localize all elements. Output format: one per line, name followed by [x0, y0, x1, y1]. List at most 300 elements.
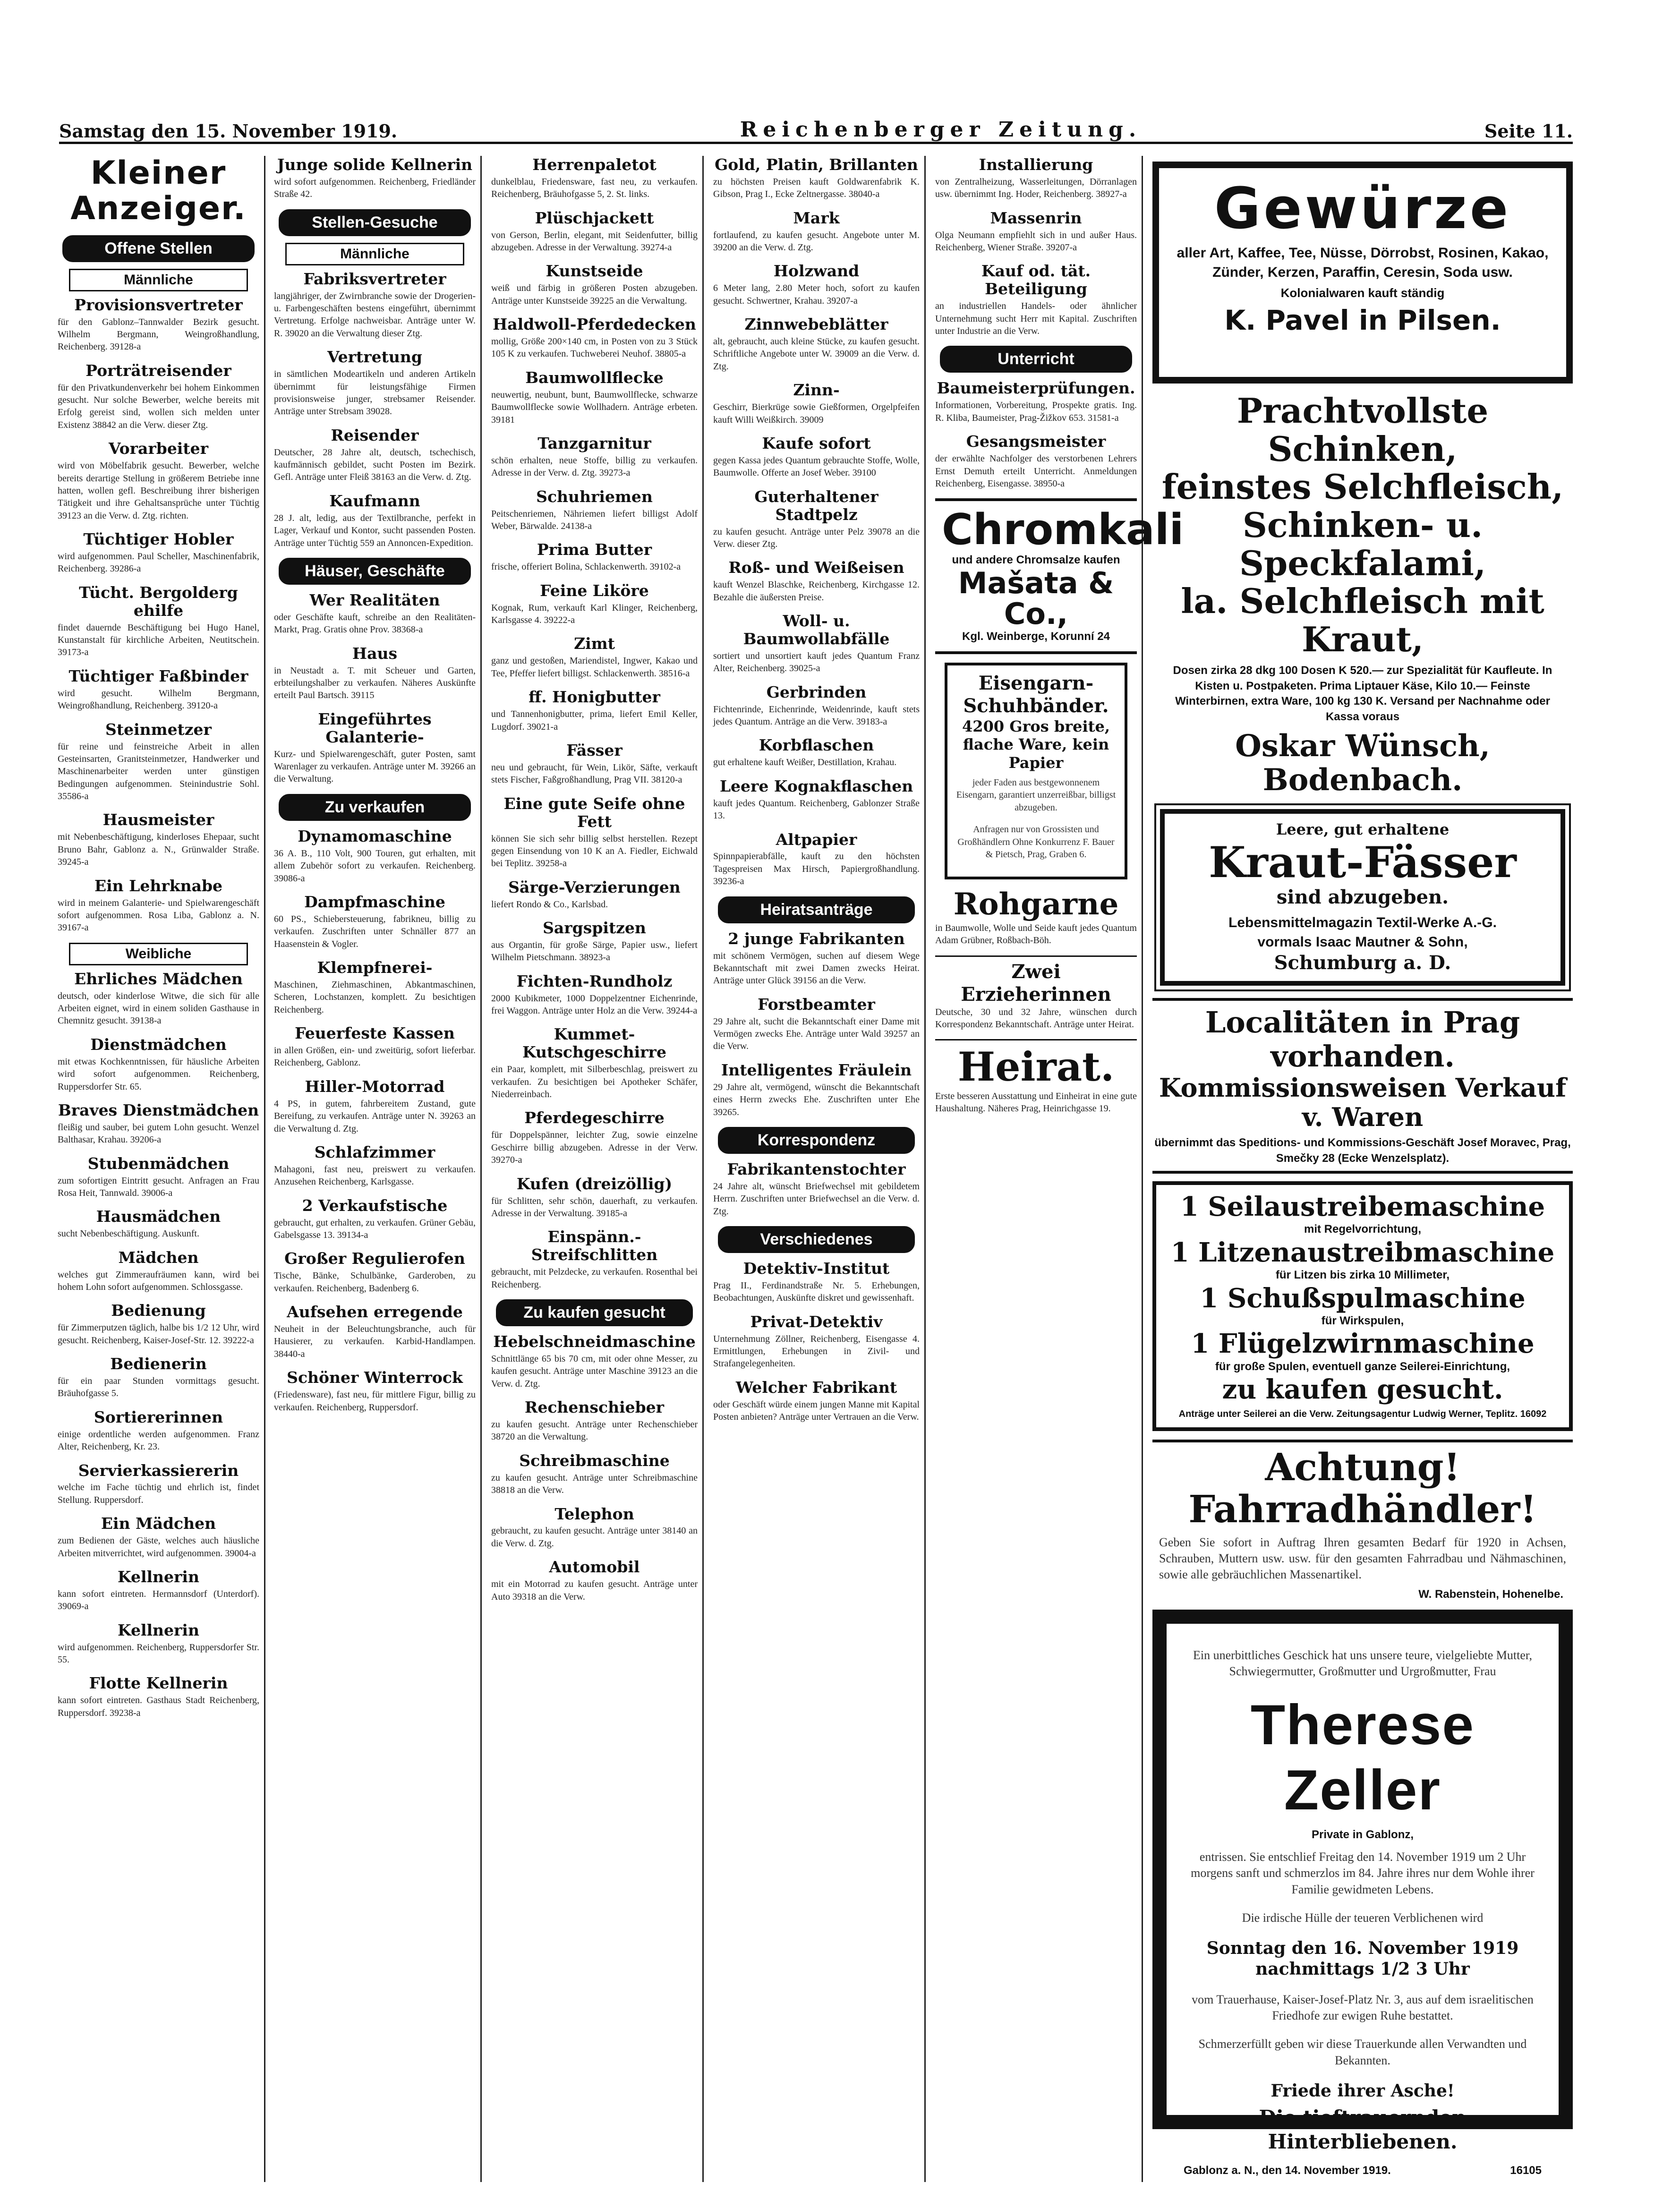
ad-body: gut erhaltene kauft Weißer, Destillation, Krahau. [713, 757, 897, 768]
classified-ad [713, 315, 920, 373]
rohgarne-body: in Baumwolle, Wolle und Seide kauft jedes Quantum Adam Grübner, Roßbach-Böh. [935, 922, 1137, 946]
ad-body: 29 Jahre alt, sucht die Bekanntschaft einer Dame mit Vermögen zwecks Ehe. Anträge unter Wald 39257 an die Verw. [713, 1016, 920, 1052]
ad-title: Automobil [549, 1558, 640, 1577]
ads-list [491, 156, 698, 1603]
ad-body: zu kaufen gesucht. Anträge unter Schreibmaschine 38818 an die Verw. [491, 1472, 698, 1496]
ad-body: neuwertig, neubunt, bunt, Baumwollflecke, schwarze Baumwollflecke sowie Wollhadern. Anträge erbeten. 39181 [491, 389, 698, 425]
ad-body: gebraucht, zu kaufen gesucht. Anträge unter 38140 an die Verw. d. Ztg. [491, 1526, 698, 1549]
classified-ad [713, 381, 920, 426]
classified-ad [491, 972, 698, 1017]
classified-ad [58, 296, 259, 353]
issue-date: Samstag den 15. November 1919. [59, 120, 398, 142]
chromkali-title: Chromkali [942, 505, 1184, 555]
ad-title: Hebelschneidmaschine [493, 1332, 696, 1351]
classified-ad [491, 315, 698, 360]
classified-ad [491, 435, 698, 479]
section-header: Korrespondenz [718, 1127, 915, 1154]
section-unterricht: Unterricht [940, 346, 1132, 373]
ad-title: Klempfnerei- [317, 958, 433, 977]
ad-body: für reine und feinstreiche Arbeit in allen Gesteinsarten, Granitsteinmetzer, Handwerker und Maschinenarbeiter werden unter günstigen Bedingungen aufgenommen. Steinindustrie Sohl. 35586-a [58, 741, 259, 802]
column-1 [53, 156, 265, 2182]
rohgarne-title: Rohgarne [953, 887, 1119, 922]
classified-ad [274, 959, 476, 1016]
ad-title: Mädchen [118, 1248, 199, 1267]
eisengarn-title: Eisengarn-Schuhbänder. [963, 672, 1109, 717]
page-number: Seite 11. [1484, 120, 1573, 142]
heirat-ad [935, 1044, 1137, 1115]
ad-body: 60 PS., Schiebersteuerung, fabrikneu, billig zu verkaufen. Zuschriften unter Schnäller 877 an Haasenstein & Vogler. [274, 913, 476, 949]
classified-ad [58, 877, 259, 934]
section-header: Zu kaufen gesucht [496, 1299, 693, 1326]
ad-title: Bedienerin [110, 1355, 207, 1373]
ad-title: Tüchtiger Hobler [83, 530, 234, 549]
ad-body: in Neustadt a. T. mit Scheuer und Garten, erbteilungshalber zu verkaufen. Näheres Auskünfte erteilt Paul Bartsch. 39115 [274, 665, 476, 701]
ad-body: welches gut Zimmeraufräumen kann, wird bei hohem Lohn sofort aufgenommen. Schlossgasse. [58, 1269, 259, 1292]
ad-title: Dynamomaschine [298, 827, 452, 845]
gewuerze-title: Gewürze [1214, 176, 1511, 242]
classified-ad [491, 369, 698, 426]
prag-body: übernimmt das Speditions- und Kommissions-Geschäft Josef Moravec, Prag, Smečky 28 (Ecke Wenzelsplatz). [1154, 1136, 1571, 1165]
ad-body: wird von Möbelfabrik gesucht. Bewerber, welche bereits derartige Stellung in größerem Betriebe inne hatten, wollen gefl. Beschreibung ihrer bisherigen Tätigkeit und ihre Gehaltsansprüche unter Tüchtig 39123 an die Verw. d. Ztg. richten. [58, 460, 259, 521]
death-intro: Ein unerbittliches Geschick hat uns unsere teure, vielgeliebte Mutter, Schwiegermutter, Großmutter und Urgroßmutter, Frau [1193, 1648, 1533, 1679]
classified-ad [58, 1208, 259, 1240]
ads-list [274, 270, 476, 1414]
ad-title: Guterhaltener Stadtpelz [754, 487, 878, 524]
classified-ad [713, 683, 920, 728]
ad-body: für Doppelspänner, leichter Zug, sowie einzelne Geschirre billig abzugeben. Adresse in der Verw. 39270-a [491, 1130, 698, 1166]
prag-line-1: Localitäten in Prag vorhanden. [1205, 1005, 1520, 1074]
classified-ad [713, 831, 920, 888]
ad-body: zum sofortigen Eintritt gesucht. Anfragen an Frau Rosa Heit, Tannwald. 39006-a [58, 1175, 259, 1198]
ad-body: dunkelblau, Friedensware, fast neu, zu verkaufen. Reichenberg, Bräuhofgasse 5, 2. St. links. [491, 176, 698, 200]
rohgarne-ad [935, 887, 1137, 946]
chromkali-sub: und andere Chromsalze kaufen [952, 553, 1120, 566]
classified-ad [491, 1025, 698, 1100]
ad-body: Maschinen, Ziehmaschinen, Abkantmaschinen, Scheren, Lochstanzen, komplett. Zu besichtigen Reichenberg. [274, 979, 476, 1015]
ad-title: Tücht. Bergolderg ehilfe [79, 583, 238, 620]
ads-list [58, 296, 259, 934]
ad-title: Särge-Verzierungen [508, 878, 681, 896]
classified-ad [491, 1228, 698, 1291]
ad-title: Baumeisterprüfungen. [937, 379, 1135, 398]
ad-body: mit schönem Vermögen, suchen auf diesem Wege Bekanntschaft mit zwei Damen zwecks Heirat. Anträge unter Glück 39156 an die Verw. [713, 950, 920, 986]
ad-body: für Schlitten, sehr schön, dauerhaft, zu verkaufen. Adresse in der Verwaltung. 39185-a [491, 1195, 698, 1219]
ad-title: Feuerfeste Kassen [295, 1024, 455, 1043]
kraut-company: Lebensmittelmagazin Textil-Werke A.-G. [1228, 915, 1497, 931]
schinken-line-3: Schinken- u. Speckfalami, [1239, 504, 1486, 583]
chromkali-ad [935, 498, 1184, 654]
ad-title: Braves Dienstmädchen [58, 1100, 259, 1119]
ad-title: Ein Lehrknabe [94, 876, 223, 895]
ad-body: oder Geschäft würde einem jungen Manne mit Kapital Posten anbieten? Anträge unter Vertrauen an die Verw. [713, 1399, 920, 1423]
death-place-date: Gablonz a. N., den 14. November 1919. [1184, 2164, 1391, 2177]
classified-ad [58, 362, 259, 432]
classified-ad [274, 1024, 476, 1069]
ad-body: frische, offeriert Bolina, Schlackenwerth. 39102-a [491, 562, 681, 572]
classified-ad [58, 721, 259, 803]
classified-ad [713, 1160, 920, 1218]
ad-title: Leere Kognakflaschen [719, 776, 913, 795]
ad-title: Mark [793, 208, 840, 227]
ad-body: zu kaufen gesucht. Anträge unter Pelz 39078 an die Verw. dieser Ztg. [713, 526, 920, 549]
classified-ad [713, 777, 920, 822]
classified-ad [713, 612, 920, 675]
ad-body: 29 Jahre alt, vermögend, wünscht die Bekanntschaft eines Herrn zwecks Ehe. Zuschriften unter Ehe 39265. [713, 1082, 920, 1117]
ad-body: findet dauernde Beschäftigung bei Hugo Hanel, Kunstanstalt für kirchliche Arbeiten, Neutitschein. 39173-a [58, 622, 259, 658]
section-offene-stellen: Offene Stellen [62, 235, 255, 262]
ad-body: in allen Größen, ein- und zweitürig, sofort lieferbar. Reichenberg, Gablonz. [274, 1045, 476, 1068]
death-body: entrissen. Sie entschlief Freitag den 14. November 1919 um 2 Uhr morgens sanft und schmerzlos im 84. Jahre ihres nur dem Wohle ihrer Familie gewidmeten Lebens. [1191, 1850, 1535, 1896]
ad-body: in sämtlichen Modeartikeln und anderen Artikeln übernimmt für leistungsfähige Firmen provisionsweise junger, strebsamer Reisender. Anträge unter Strebsam 39028. [274, 369, 476, 417]
kraut-title: Kraut-Fässer [1209, 837, 1517, 887]
schinken-line-2: feinstes Selchfleisch, [1161, 467, 1564, 507]
classified-ad [58, 1101, 259, 1146]
death-body-3: vom Trauerhause, Kaiser-Josef-Platz Nr. 3, aus auf dem israelitischen Friedhofe zur ewigen Ruhe bestattet. [1192, 1992, 1534, 2023]
ad-body: Schnittlänge 65 bis 70 cm, mit oder ohne Messer, zu kaufen gesucht. Anträge unter Maschine 39123 an die Verw. d. Ztg. [491, 1353, 698, 1389]
ad-body: wird aufgenommen. Paul Scheller, Maschinenfabrik, Reichenberg. 39286-a [58, 551, 259, 574]
ad-body: von Zentralheizung, Wasserleitungen, Dörranlagen usw. übernimmt Ing. Hoder, Reichenberg. 38927-a [935, 176, 1137, 200]
ad-title: Gesangsmeister [966, 432, 1106, 451]
death-body-2: Die irdische Hülle der teueren Verblichenen wird [1242, 1911, 1484, 1925]
prag-lokalitaeten-ad [1152, 998, 1573, 1174]
classified-ad [58, 530, 259, 575]
ad-body: mit etwas Kochkenntnissen, für häusliche Arbeiten wird sofort aufgenommen. Reichenberg, Ruppersdorfer Str. 65. [58, 1056, 259, 1092]
ad-title: Kummet-Kutschgeschirre [522, 1025, 666, 1062]
ad-title: Korbflaschen [759, 736, 874, 755]
classified-ad [491, 1175, 698, 1220]
classified-ad [491, 156, 698, 201]
funeral-date: Sonntag den 16. November 1919 nachmittags 1/2 3 Uhr [1206, 1938, 1519, 1979]
heirat-title: Heirat. [957, 1043, 1115, 1091]
bereaved-family: Die tieftrauernden Hinterbliebenen. [1259, 2106, 1467, 2153]
ad-body: an industriellen Handels- oder ähnlicher Unternehmung sucht Herr mit Kapital. Zuschriften unter Industrie an die Verw. [935, 301, 1137, 337]
ad-title: Bedienung [111, 1301, 206, 1320]
ad-body: 28 J. alt, ledig, aus der Textilbranche, perfekt in Lager, Verkauf und Kontor, sucht passenden Posten. Anträge unter Tüchtig 559 an Annoncen-Expedition. [274, 512, 476, 548]
classified-ad [491, 488, 698, 533]
column-4 [708, 156, 926, 2182]
ad-body: 4 PS, in gutem, fahrbereitem Zustand, gute Bereifung, zu verkaufen. Anträge unter N. 39263 an die Verwaltung d. Ztg. [274, 1098, 476, 1134]
ad-body: können Sie sich sehr billig selbst herstellen. Rezept gegen Einsendung von 10 K an A. Fiedler, Eichwald bei Teplitz. 39258-a [491, 833, 698, 869]
classified-ad [713, 1260, 920, 1304]
classified-ad [58, 1515, 259, 1560]
ad-title: Tüchtiger Faßbinder [68, 666, 248, 685]
classified-ad [491, 795, 698, 870]
ad-title: Ehrliches Mädchen [74, 969, 243, 988]
classified-ad [58, 1674, 259, 1719]
fahrrad-ad [1152, 1440, 1573, 1603]
classified-ad [713, 435, 920, 479]
ad-body: zu höchsten Preisen kauft Goldwarenfabrik K. Gibson, Prag I., Ecke Zeltnergasse. 38040-a [713, 176, 920, 200]
classified-ad [58, 440, 259, 522]
ad-body: weiß und färbig in größeren Posten abzugeben. Anträge unter Kunstseide 39225 an die Verwaltung. [491, 283, 698, 306]
classified-ad [491, 919, 698, 964]
ad-title: Rechenschieber [524, 1398, 665, 1417]
ad-title: Privat-Detektiv [750, 1312, 883, 1331]
ad-title: Fichten-Rundholz [516, 972, 673, 990]
ad-title: Plüschjackett [535, 208, 654, 227]
ad-body: einige ordentliche werden aufgenommen. Franz Alter, Reichenberg, Kr. 23. [58, 1429, 259, 1452]
ad-title: Pferdegeschirre [524, 1108, 665, 1127]
ad-body: alt, gebraucht, auch kleine Stücke, zu kaufen gesucht. Schriftliche Angebote unter W. 39009 an die Verw. d. Ztg. [713, 336, 920, 372]
classified-ad [713, 559, 920, 604]
classified-ad [274, 492, 476, 549]
machine-2-note: für Litzen bis zirka 10 Millimeter, [1275, 1269, 1450, 1282]
ad-body: zum Bedienen der Gäste, welches auch häusliche Arbeiten mitverrichtet, wird aufgenommen. 39004-a [58, 1535, 259, 1559]
ad-body: für Zimmerputzen täglich, halbe bis 1/2 12 Uhr, wird gesucht. Reichenberg, Kaiser-Josef-Str. 12. 39222-a [58, 1322, 259, 1346]
death-ad-number: 16105 [1510, 2164, 1542, 2177]
classified-ad [58, 1302, 259, 1347]
ad-title: Roß- und Weißeisen [728, 558, 904, 577]
ad-title: Eingeführtes Galanterie- [318, 709, 432, 746]
schinken-details: Dosen zirka 28 dkg 100 Dosen K 520.— zur Spezialität für Kaufleute. In Kisten u. Postpaketen. Prima Liptauer Käse, Kilo 10.— Feinste Winterbirnen, extra Ware, 100 kg 130 K. Versand per Nachnahme oder Kassa voraus [1173, 664, 1552, 723]
kraut-faesser-ad [1160, 809, 1565, 986]
ad-title: Gerbrinden [766, 682, 867, 701]
subsection-maennliche: Männliche [285, 243, 464, 265]
ad-body: fortlaufend, zu kaufen gesucht. Angebote unter M. 39200 an die Verw. d. Ztg. [713, 230, 920, 253]
ad-body: von Gerson, Berlin, elegant, mit Seidenfutter, billig abzugeben. Adresse in der Verwaltung. 39274-a [491, 230, 698, 253]
ad-title: Baumwollflecke [525, 368, 664, 387]
ad-title: Haldwoll-Pferdedecken [493, 315, 696, 334]
ad-title: Kunstseide [546, 262, 643, 281]
eisengarn-ad [945, 663, 1127, 880]
ad-body: der erwählte Nachfolger des verstorbenen Lehrers Ernst Demuth erteilt Unterricht. Anmeldungen Reichenberg, Eisengasse. 38950-a [935, 453, 1137, 489]
ad-title: Holzwand [773, 262, 860, 281]
ad-title: Hausmädchen [96, 1207, 221, 1226]
kraut-line-2: sind abzugeben. [1276, 886, 1449, 909]
classified-ad [58, 811, 259, 868]
ad-title: Dienstmädchen [90, 1035, 227, 1054]
classified-ad [58, 667, 259, 712]
deceased-description: Private in Gablonz, [1311, 1828, 1414, 1841]
classified-ad [274, 893, 476, 950]
ad-title: Fabriksvertreter [303, 269, 446, 288]
ad-body: Olga Neumann empfiehlt sich in und außer Haus. Reichenberg, Wiener Straße. 39207-a [935, 230, 1137, 253]
classified-ad [713, 1313, 920, 1370]
fahrrad-body: Geben Sie sofort in Auftrag Ihren gesamten Bedarf für 1920 in Achsen, Schrauben, Muttern usw. usw. für den gesamten Fahrradbau und Nähmaschinen, sowie alle gebräuchlichen Massenartikel. [1159, 1535, 1566, 1582]
ad-title: Sortiererinnen [94, 1407, 223, 1426]
classified-ad [491, 1505, 698, 1550]
ad-body: 24 Jahre alt, wünscht Briefwechsel mit gebildetem Herrn. Zuschriften unter Briefwechsel an die Verw. d. Ztg. [713, 1181, 920, 1217]
ad-body: 6 Meter lang, 2.80 Meter hoch, sofort zu kaufen gesucht. Schwertner, Krahau. 39207-a [713, 283, 920, 306]
ad-body: Spinnpapierabfälle, kauft zu den höchsten Tagespreisen Max Hirsch, Papiergroßhandlung. 39236-a [713, 851, 920, 887]
fahrrad-company: W. Rabenstein, Hohenelbe. [1418, 1587, 1563, 1601]
ad-body: 36 A. B., 110 Volt, 900 Touren, gut erhalten, mit allem Zubehör sofort zu verkaufen. Reichenberg. 39086-a [274, 848, 476, 884]
ad-body: liefert Rondo & Co., Karlsbad. [491, 899, 608, 910]
ad-body: Tische, Bänke, Schulbänke, Garderoben, zu verkaufen. Reichenberg, Badenberg 6. [274, 1270, 476, 1294]
heirat-body: Erste besseren Ausstattung und Einheirat in eine gute Haushaltung. Näheres Prag, Heinrichgasse 19. [935, 1091, 1137, 1114]
classified-ad [58, 1462, 259, 1507]
classified-ad [58, 1155, 259, 1200]
ad-body: mit Nebenbeschäftigung, kinderloses Ehepaar, sucht Bruno Bahr, Gablonz a. N., Grünwalder Straße. 39245-a [58, 832, 259, 868]
ad-title: Feine Liköre [540, 581, 649, 600]
machine-4: 1 Flügelzwirnmaschine [1191, 1328, 1535, 1360]
classified-ad [491, 742, 698, 786]
ad-title: Intelligentes Fräulein [721, 1060, 912, 1079]
classified-ad [274, 1143, 476, 1188]
ad-body: wird gesucht. Wilhelm Bergmann, Weingroßhandlung, Reichenberg. 39120-a [58, 688, 259, 711]
classified-ad [58, 1036, 259, 1093]
classified-ad [935, 209, 1137, 254]
erzieherinnen-ad [935, 961, 1137, 1031]
classified-ad [491, 209, 698, 254]
machine-2: 1 Litzenaustreibmaschine [1170, 1236, 1555, 1268]
classified-ad [58, 970, 259, 1027]
ad-body: Mahagoni, fast neu, preiswert zu verkaufen. Anzusehen Reichenberg, Karlsgasse. [274, 1164, 476, 1187]
ad-body: neu und gebraucht, für Wein, Likör, Säfte, verkauft stets Fischer, Faßgroßhandlung, Prag VII. 38120-a [491, 762, 698, 785]
ad-body: sortiert und unsortiert kauft jedes Quantum Franz Alter, Reichenberg. 39025-a [713, 650, 920, 674]
ad-title: Zimt [574, 634, 615, 653]
erzieherinnen-title: Zwei Erzieherinnen [961, 960, 1111, 1006]
ad-title: Prima Butter [537, 540, 652, 559]
machine-1-note: mit Regelvorrichtung, [1304, 1223, 1422, 1236]
ad-title: Wer Realitäten [309, 590, 440, 609]
ad-body: mollig, Größe 200×140 cm, in Posten von zu 3 Stück 105 K zu verkaufen. Tuchweberei Neuhof. 38805-a [491, 336, 698, 359]
ad-body: welche im Fache tüchtig und ehrlich ist, findet Stellung. Ruppersdorf. [58, 1482, 259, 1505]
section-header: Zu verkaufen [279, 794, 471, 821]
classified-ad [935, 156, 1137, 201]
ad-body: mit ein Motorrad zu kaufen gesucht. Anträge unter Auto 39318 an die Verw. [491, 1579, 698, 1602]
ad-title: Schuhriemen [536, 487, 653, 506]
ad-body: oder Geschäfte kauft, schreibe an den Realitäten-Markt, Prag. Gratis ohne Prov. 38368-a [274, 612, 476, 635]
ad-body: Kognak, Rum, verkauft Karl Klinger, Reichenberg, Karlsgasse 4. 39222-a [491, 602, 698, 626]
ad-body: Informationen, Vorbereitung, Prospekte gratis. Ing. R. Kliba, Baumeister, Prag-Žižkov 653. 31581-a [935, 400, 1137, 423]
machine-1: 1 Seilaustreibemaschine [1180, 1191, 1545, 1223]
ad-title: Servierkassiererin [78, 1461, 239, 1480]
classified-ad [491, 1398, 698, 1443]
classified-ad [274, 1078, 476, 1135]
column-3 [486, 156, 704, 2182]
classified-ad [713, 930, 920, 987]
classified-ad [274, 156, 476, 201]
ad-title: Telephon [554, 1504, 634, 1523]
ad-title: Kaufe sofort [762, 434, 871, 452]
classified-ad [713, 736, 920, 768]
deceased-name: Therese Zeller [1250, 1693, 1475, 1822]
schinken-line-1: Prachtvollste Schinken, [1237, 391, 1489, 469]
classified-ad [935, 433, 1137, 490]
death-notice [1152, 1610, 1573, 2177]
death-body-4: Schmerzerfüllt geben wir diese Trauerkunde allen Verwandten und Bekannten. [1198, 2037, 1527, 2067]
ad-title: Detektiv-Institut [743, 1259, 890, 1278]
ad-body: fleißig und sauber, bei gutem Lohn gesucht. Wenzel Balthasar, Krahau. 39206-a [58, 1122, 259, 1145]
schinken-company: Oskar Wünsch, Bodenbach. [1235, 728, 1490, 798]
schinken-line-4: la. Selchfleisch mit Kraut, [1181, 581, 1544, 659]
ad-title: Schreibmaschine [519, 1451, 670, 1470]
classified-ad [491, 582, 698, 627]
ad-title: Flotte Kellnerin [89, 1674, 228, 1693]
ad-title: Junge solide Kellnerin [277, 155, 473, 174]
classified-ad [274, 270, 476, 340]
ad-body: deutsch, oder kinderlose Witwe, die sich für alle Arbeiten eignet, wird in einem soliden Gasthause in Chemnitz gesucht. 39138-a [58, 990, 259, 1026]
ad-title: Gold, Platin, Brillanten [715, 155, 918, 174]
ad-title: Fässer [566, 741, 623, 759]
divider [935, 1039, 1137, 1040]
ad-title: Zinn- [793, 381, 840, 400]
ad-body: Kurz- und Spielwarengeschäft, guter Posten, samt Warenlager zu verkaufen. Anträge unter M. 39266 an die Verwaltung. [274, 749, 476, 784]
ad-body: Deutscher, 28 Jahre alt, deutsch, tschechisch, kaufmännisch gebildet, sucht Posten im Bezirk. Gefl. Anträge unter Fleiß 38163 an die Verw. d. Ztg. [274, 447, 476, 483]
classified-ad [58, 1621, 259, 1666]
ad-body: wird in meinem Galanterie- und Spielwarengeschäft sofort aufgenommen. Rosa Liba, Gablonz a. N. 39167-a [58, 897, 259, 933]
classified-ad [935, 379, 1137, 424]
ad-body: kann sofort eintreten. Hermannsdorf (Unterdorf). 39069-a [58, 1588, 259, 1612]
classified-ad [58, 584, 259, 659]
ad-title: Stubenmädchen [87, 1154, 230, 1173]
classified-ad [274, 348, 476, 418]
section-header: Heiratsanträge [718, 896, 915, 923]
gewuerze-note: Kolonialwaren kauft ständig [1280, 286, 1445, 300]
kraut-line-1: Leere, gut erhaltene [1276, 820, 1450, 839]
column-5 [930, 155, 1184, 2182]
ad-title: Kufen (dreizöllig) [516, 1174, 673, 1193]
ad-body: gegen Kassa jedes Quantum gebrauchte Stoffe, Wolle, Baumwolle. Offerte an Josef Weber. 39100 [713, 455, 920, 478]
classified-ad [274, 1303, 476, 1360]
ad-body: Unternehmung Zöllner, Reichenberg, Eisengasse 4. Ermittlungen, Erhebungen in Zivil- und Strafangelegenheiten. [713, 1333, 920, 1369]
schinken-ad [1152, 392, 1573, 797]
ad-title: Sargspitzen [543, 919, 646, 937]
death-peace: Friede ihrer Asche! [1271, 2080, 1455, 2101]
ad-title: Großer Regulierofen [284, 1249, 465, 1268]
ad-title: Steinmetzer [105, 720, 212, 739]
ad-body: wird aufgenommen. Reichenberg, Ruppersdorfer Str. 55. [58, 1642, 259, 1665]
ad-title: Kaufmann [329, 491, 420, 510]
eisengarn-body: jeder Faden aus bestgewonnenem Eisengarn, garantiert unzerreißbar, billigst abzugeben. [956, 777, 1116, 813]
gewuerze-items: aller Art, Kaffee, Tee, Nüsse, Dörrobst, Rosinen, Kakao, Zünder, Kerzen, Paraffin, Ceresin, Soda usw. [1177, 245, 1549, 280]
ad-title: Vertretung [327, 348, 422, 367]
gewuerze-company: K. Pavel in Pilsen. [1224, 304, 1501, 337]
ad-title: Installierung [979, 155, 1093, 174]
classified-ad [274, 591, 476, 636]
classified-masthead: Kleiner Anzeiger. [70, 154, 247, 227]
ad-title: Kauf od. tät. Beteiligung [981, 262, 1091, 298]
ad-title: Ein Mädchen [101, 1514, 216, 1533]
ad-body: gebraucht, gut erhalten, zu verkaufen. Grüner Gebäu, Gabelsgasse 13. 39134-a [274, 1217, 476, 1241]
ad-body: Fichtenrinde, Eichenrinde, Weidenrinde, kauft stets jedes Quantum. Anträge an die Verw. 39183-a [713, 704, 920, 727]
ads-list [935, 379, 1137, 490]
gewuerze-ad [1152, 162, 1573, 384]
ad-body: kann sofort eintreten. Gasthaus Stadt Reichenberg, Ruppersdorf. 39238-a [58, 1695, 259, 1718]
classified-ad [274, 710, 476, 785]
classified-ad [274, 1250, 476, 1295]
ad-title: Reisender [331, 426, 419, 444]
classified-ad [491, 1109, 698, 1166]
classified-ad [491, 635, 698, 680]
section-header: Verschiedenes [718, 1226, 915, 1253]
chromkali-address: Kgl. Weinberge, Korunní 24 [962, 630, 1110, 643]
kraut-line-4: Schumburg a. D. [1274, 952, 1451, 974]
column-2 [269, 156, 482, 2182]
ad-title: Aufsehen erregende [287, 1303, 463, 1321]
divider [935, 955, 1137, 957]
ad-body: und Tannenhonigbutter, prima, liefert Emil Keller, Lugdorf. 39021-a [491, 709, 698, 732]
ad-title: Kellnerin [118, 1567, 199, 1586]
classified-ad [274, 827, 476, 885]
ad-body: Peitschenriemen, Nähriemen liefert billigst Adolf Weber, Bärwalde. 24138-a [491, 508, 698, 532]
ad-title: Welcher Fabrikant [735, 1378, 897, 1397]
page-header [59, 113, 1573, 144]
ad-body: kauft jedes Quantum. Reichenberg, Gablonzer Straße 13. [713, 798, 920, 821]
ad-title: 2 Verkaufstische [302, 1196, 448, 1215]
ad-title: Haus [352, 644, 398, 663]
ad-body: langjähriger, der Zwirnbranche sowie der Drogerien- u. Farbengeschäften bestens eingeführt, übernimmt Vertretung. Erfolge nachweisbar. Anträge unter W. R. 39020 an die Verwaltung dieser Ztg. [274, 290, 476, 339]
classified-ad [58, 1249, 259, 1294]
ad-body: für ein paar Stunden vormittags gesucht. Bräuhofgasse 5. [58, 1376, 259, 1399]
classified-ad [491, 541, 698, 573]
ad-body: (Friedensware), fast neu, für mittlere Figur, billig zu verkaufen. Reichenberg, Ruppersdorf. [274, 1390, 476, 1413]
classified-ad [491, 1558, 698, 1603]
ad-body: kauft Wenzel Blaschke, Reichenberg, Kirchgasse 12. Bezahle die äußersten Preise. [713, 580, 920, 603]
section-header: Häuser, Geschäfte [279, 558, 471, 585]
machine-3-note: für Wirkspulen, [1321, 1314, 1404, 1327]
